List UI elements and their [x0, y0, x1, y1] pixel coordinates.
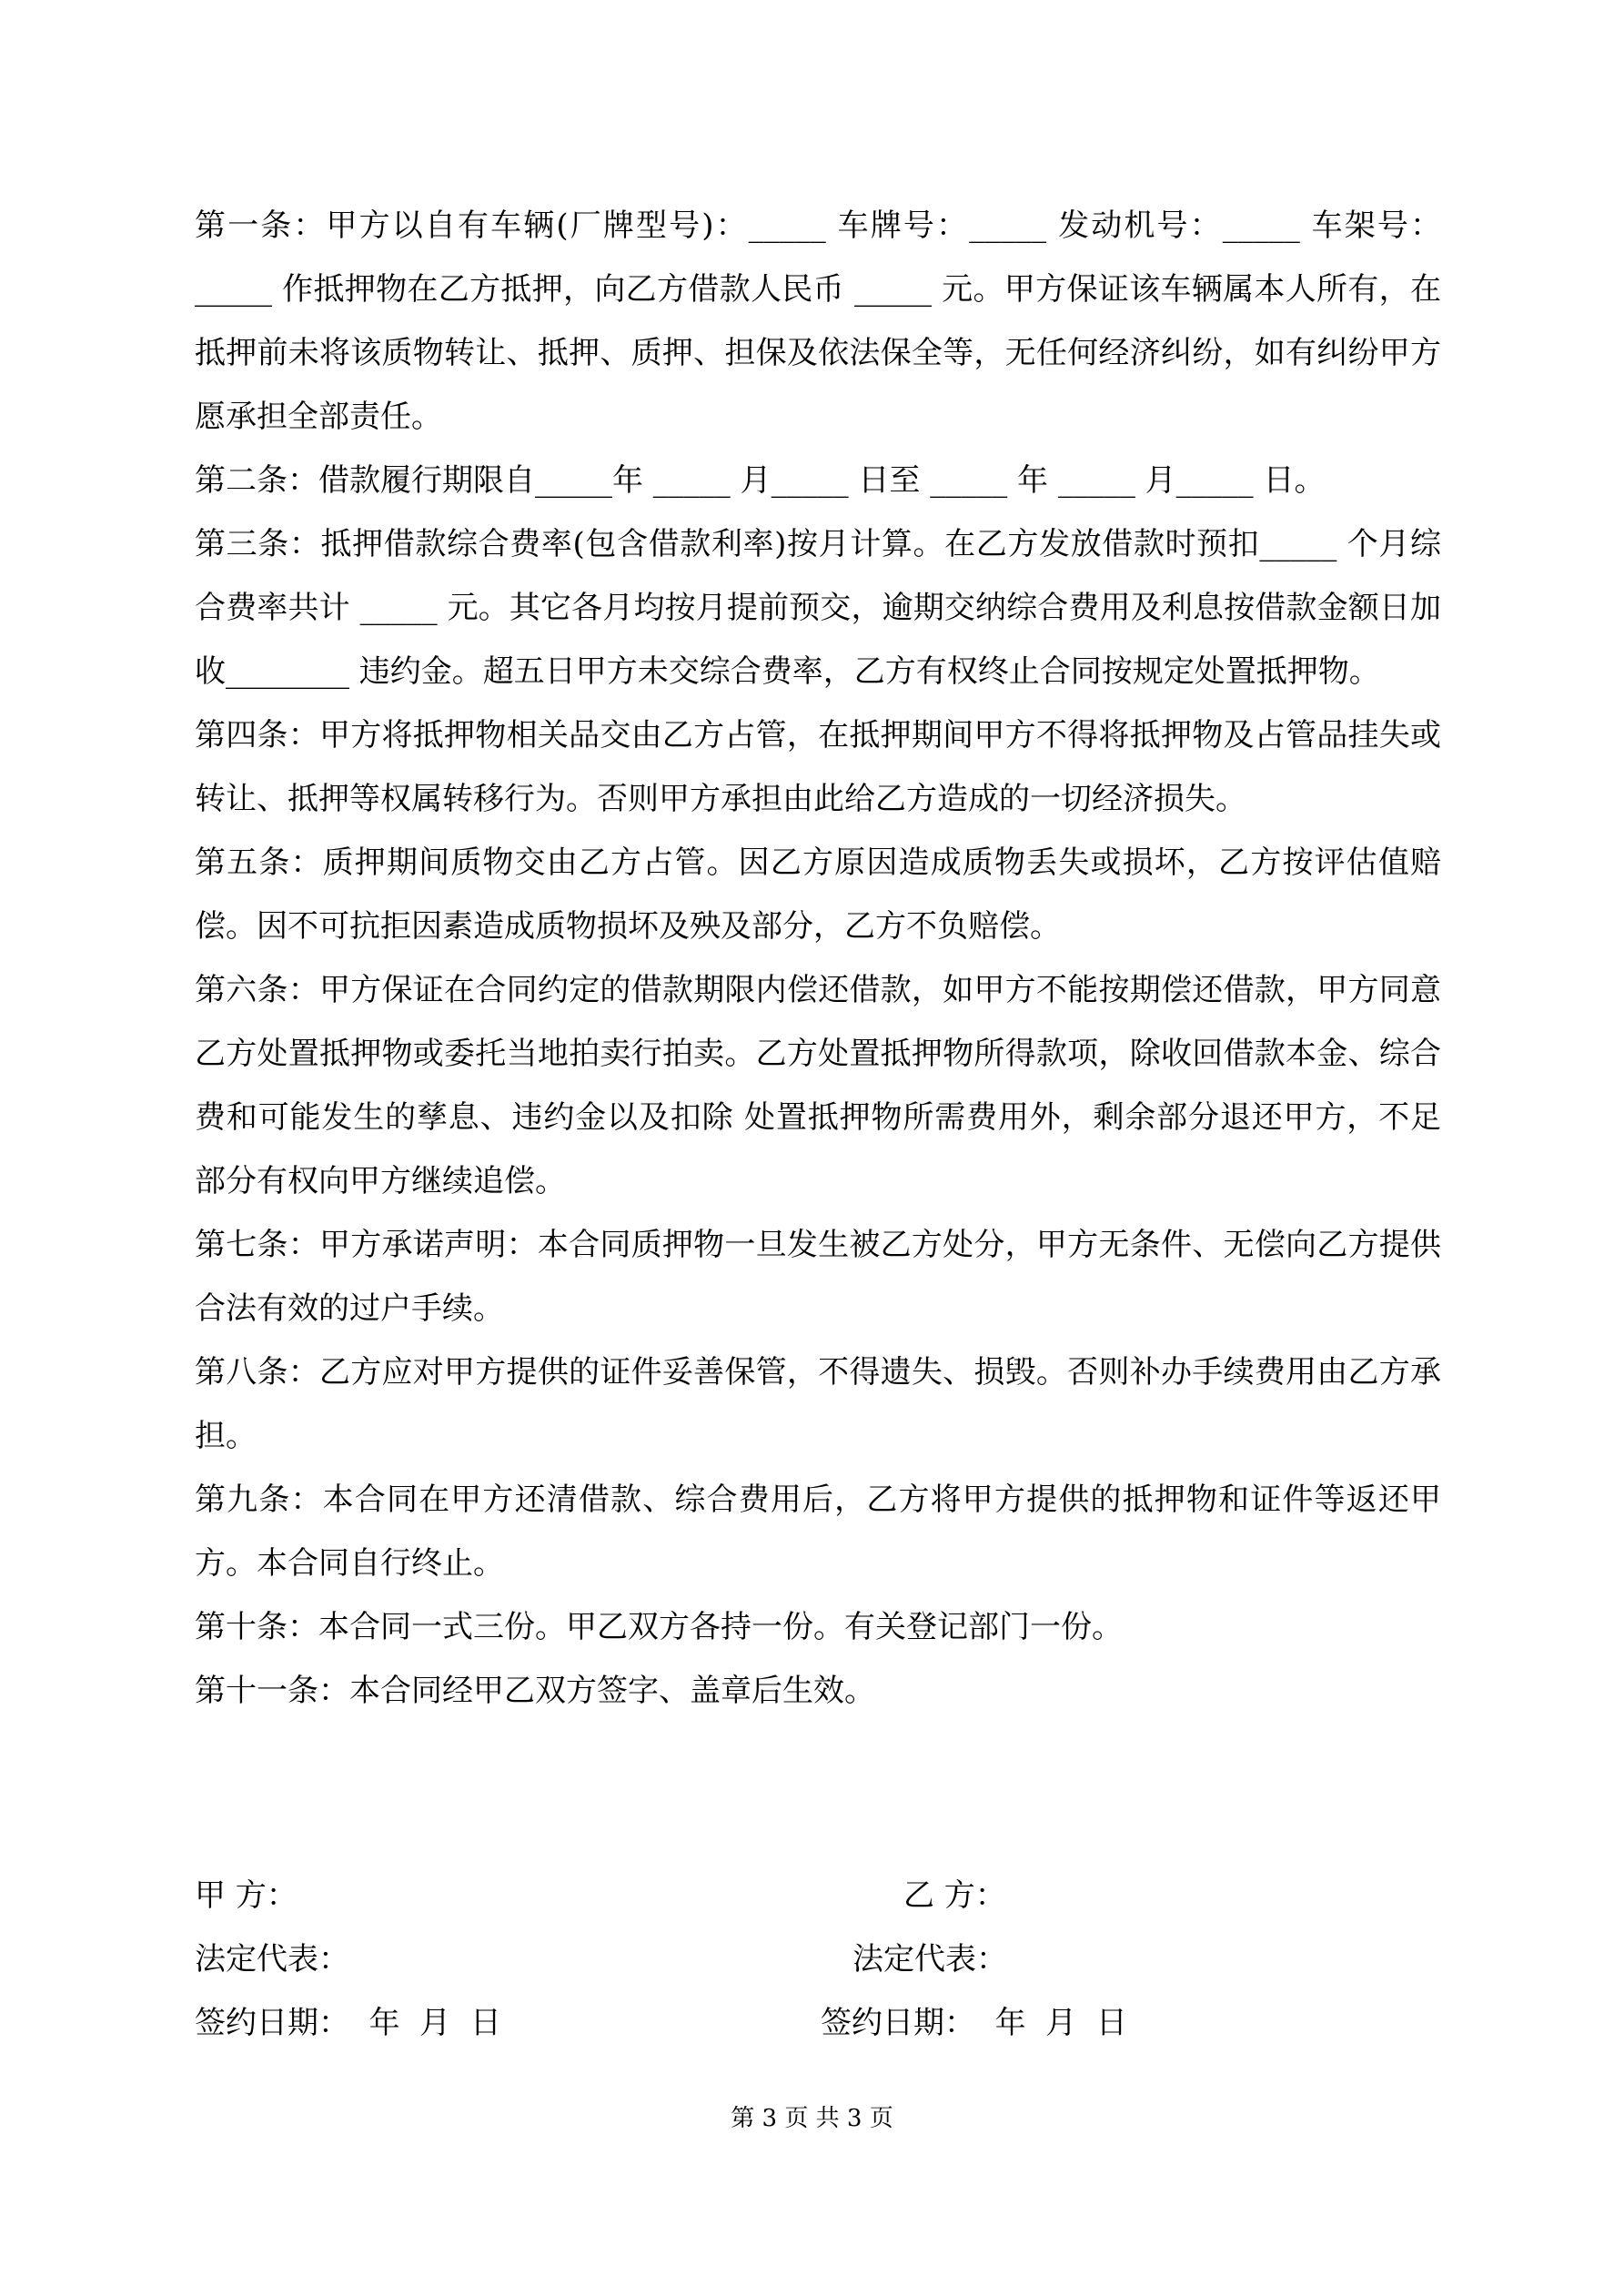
party-b-sign-date: 签约日期： 年 月 日 [821, 2005, 1127, 2041]
party-a-representative-label: 法定代表： [195, 1941, 349, 1977]
contract-clauses [195, 194, 1441, 1723]
clause-6: 第六条：甲方保证在合同约定的借款期限内偿还借款，如甲方不能按期偿还借款，甲方同意乙方处置抵押物或委托当地拍卖行拍卖。乙方处置抵押物所得款项，除收回借款本金、综合费和可能发生的孳息、违约金以及扣除 处置抵押物所需费用外，剩余部分退还甲方，不足部分有权向甲方继续追偿。 [195, 972, 1441, 1199]
party-b-representative-label: 法定代表： [852, 1941, 1007, 1977]
party-b-label: 乙 方： [903, 1877, 1006, 1914]
party-a-sign-date: 签约日期： 年 月 日 [195, 2005, 501, 2041]
clause-9: 第九条：本合同在甲方还清借款、综合费用后，乙方将甲方提供的抵押物和证件等返还甲方。本合同自行终止。 [195, 1482, 1441, 1582]
page-number-footer: 第 3 页 共 3 页 [731, 2105, 893, 2132]
clause-11: 第十一条：本合同经甲乙双方签字、盖章后生效。 [195, 1673, 875, 1709]
clause-8: 第八条：乙方应对甲方提供的证件妥善保管，不得遗失、损毁。否则补办手续费用由乙方承担。 [195, 1354, 1441, 1454]
clause-1: 第一条：甲方以自有车辆(厂牌型号)：_____ 车牌号：_____ 发动机号：_____ 车架号：_____ 作抵押物在乙方抵押，向乙方借款人民币 _____ 元。甲方保证该车辆属本人所有，在抵押前未将该质物转让、抵押、质押、担保及依法保全等，无任何经济纠纷，如有纠纷甲方愿承担全部责任。 [195, 207, 1441, 435]
clause-5: 第五条：质押期间质物交由乙方占管。因乙方原因造成质物丢失或损坏，乙方按评估值赔偿。因不可抗拒因素造成质物损坏及殃及部分，乙方不负赔偿。 [195, 845, 1441, 945]
clause-7: 第七条：甲方承诺声明：本合同质押物一旦发生被乙方处分，甲方无条件、无偿向乙方提供合法有效的过户手续。 [195, 1227, 1441, 1327]
clause-4: 第四条：甲方将抵押物相关品交由乙方占管，在抵押期间甲方不得将抵押物及占管品挂失或转让、抵押等权属转移行为。否则甲方承担由此给乙方造成的一切经济损失。 [195, 717, 1441, 817]
clause-2: 第二条：借款履行期限自_____年 _____ 月_____ 日至 _____ 年 _____ 月_____ 日。 [195, 462, 1326, 499]
clause-10: 第十条：本合同一式三份。甲乙双方各持一份。有关登记部门一份。 [195, 1609, 1123, 1645]
party-a-label: 甲 方： [195, 1877, 298, 1914]
clause-3: 第三条：抵押借款综合费率(包含借款利率)按月计算。在乙方发放借款时预扣_____ 个月综合费率共计 _____ 元。其它各月均按月提前预交，逾期交纳综合费用及利息按借款金额日加收________ 违约金。超五日甲方未交综合费率，乙方有权终止合同按规定处置抵押物。 [195, 526, 1441, 690]
